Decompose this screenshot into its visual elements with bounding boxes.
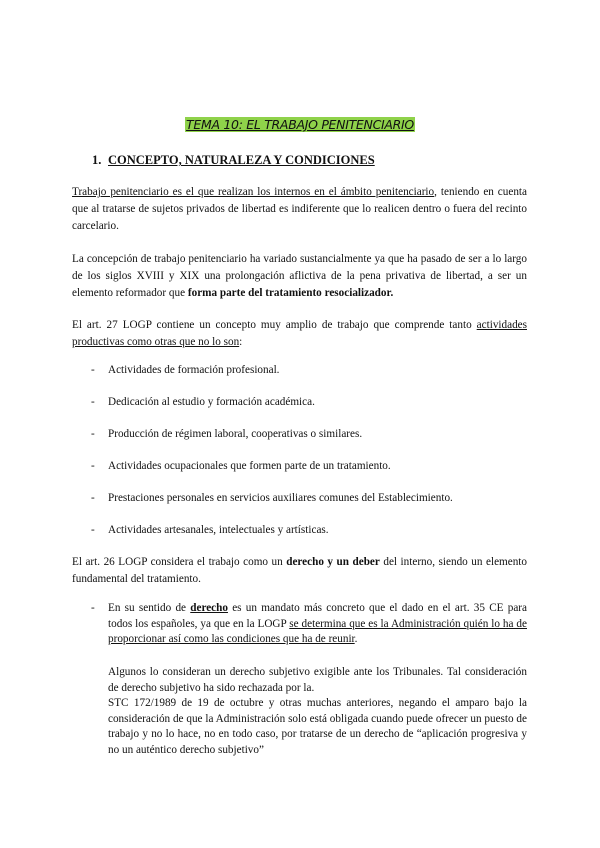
art27-end: : bbox=[239, 336, 243, 348]
sublist-item-derecho bbox=[108, 601, 527, 648]
paragraph-definition bbox=[72, 184, 527, 235]
definition-underlined: Trabajo penitenciario es el que realizan los internos en el ámbito penitenciario bbox=[72, 186, 435, 198]
subjective-right-line1: Algunos lo consideran un derecho subjetivo exigible ante los Tribunales. Tal consideración de derecho subjetivo ha sido rechazada por la. bbox=[108, 666, 527, 694]
sublist-dash: - bbox=[91, 602, 95, 614]
art26-text: El art. 26 LOGP considera el trabajo como un bbox=[72, 556, 287, 568]
derecho-underlined: se determina que es la Administración quién lo ha de proporcionar así como las condiciones que ha de reunir bbox=[108, 617, 527, 645]
section-heading-text: CONCEPTO, NATURALEZA Y CONDICIONES bbox=[108, 153, 375, 167]
subjective-right-stc: STC 172/1989 de 19 de octubre y otras muchas anteriores, negando el amparo bajo la consideración de que la Administración solo está obligada cuando puede ofrecer un puesto de trabajo y no lo hace, no en todo caso, por tratarse de un derecho de “aplicación progresiva y no un auténtico derecho subjetivo” bbox=[108, 697, 527, 756]
art27-underlined: actividades productivas como otras que no lo son bbox=[72, 319, 527, 348]
list-item: - Actividades artesanales, intelectuales y artísticas. bbox=[91, 524, 329, 536]
art26-rest: del interno, siendo un elemento fundamental del tratamiento. bbox=[72, 556, 527, 585]
sublist-item-subjective-right bbox=[108, 665, 527, 758]
conception-text: La concepción de trabajo penitenciario ha variado sustancialmente ya que ha pasado de ser a lo largo de los siglos XVIII y XIX una prolongación aflictiva de la pena privativa de libertad, a ser un elemento reformador que bbox=[72, 253, 527, 299]
list-item: - Prestaciones personales en servicios auxiliares comunes del Establecimiento. bbox=[91, 492, 453, 504]
derecho-pre: En su sentido de bbox=[108, 602, 191, 614]
section-heading bbox=[92, 153, 375, 168]
document-title: TEMA 10: EL TRABAJO PENITENCIARIO bbox=[186, 117, 414, 132]
art26-bold: derecho y un deber bbox=[286, 556, 380, 568]
paragraph-conception bbox=[72, 251, 527, 302]
list-item: - Producción de régimen laboral, cooperativas o similares. bbox=[91, 428, 363, 440]
paragraph-art27 bbox=[72, 317, 527, 351]
section-number: 1. bbox=[92, 153, 102, 167]
list-item: - Dedicación al estudio y formación académica. bbox=[91, 396, 315, 408]
derecho-bold: derecho bbox=[190, 602, 228, 614]
derecho-end: . bbox=[354, 633, 358, 645]
title-container bbox=[0, 116, 600, 134]
list-item: - Actividades ocupacionales que formen parte de un tratamiento. bbox=[91, 460, 391, 472]
paragraph-art26 bbox=[72, 554, 527, 588]
definition-rest: , teniendo en cuenta que al tratarse de sujetos privados de libertad es indiferente que lo realicen dentro o fuera del recinto carcelario. bbox=[72, 186, 527, 232]
derecho-mid: es un mandato más concreto que el dado en el art. 35 CE para todos los españoles, ya que en la LOGP bbox=[108, 602, 527, 630]
art27-text: El art. 27 LOGP contiene un concepto muy amplio de trabajo que comprende tanto bbox=[72, 319, 477, 331]
conception-bold: forma parte del tratamiento resocializador. bbox=[187, 287, 394, 299]
list-item: - Actividades de formación profesional. bbox=[91, 364, 280, 376]
